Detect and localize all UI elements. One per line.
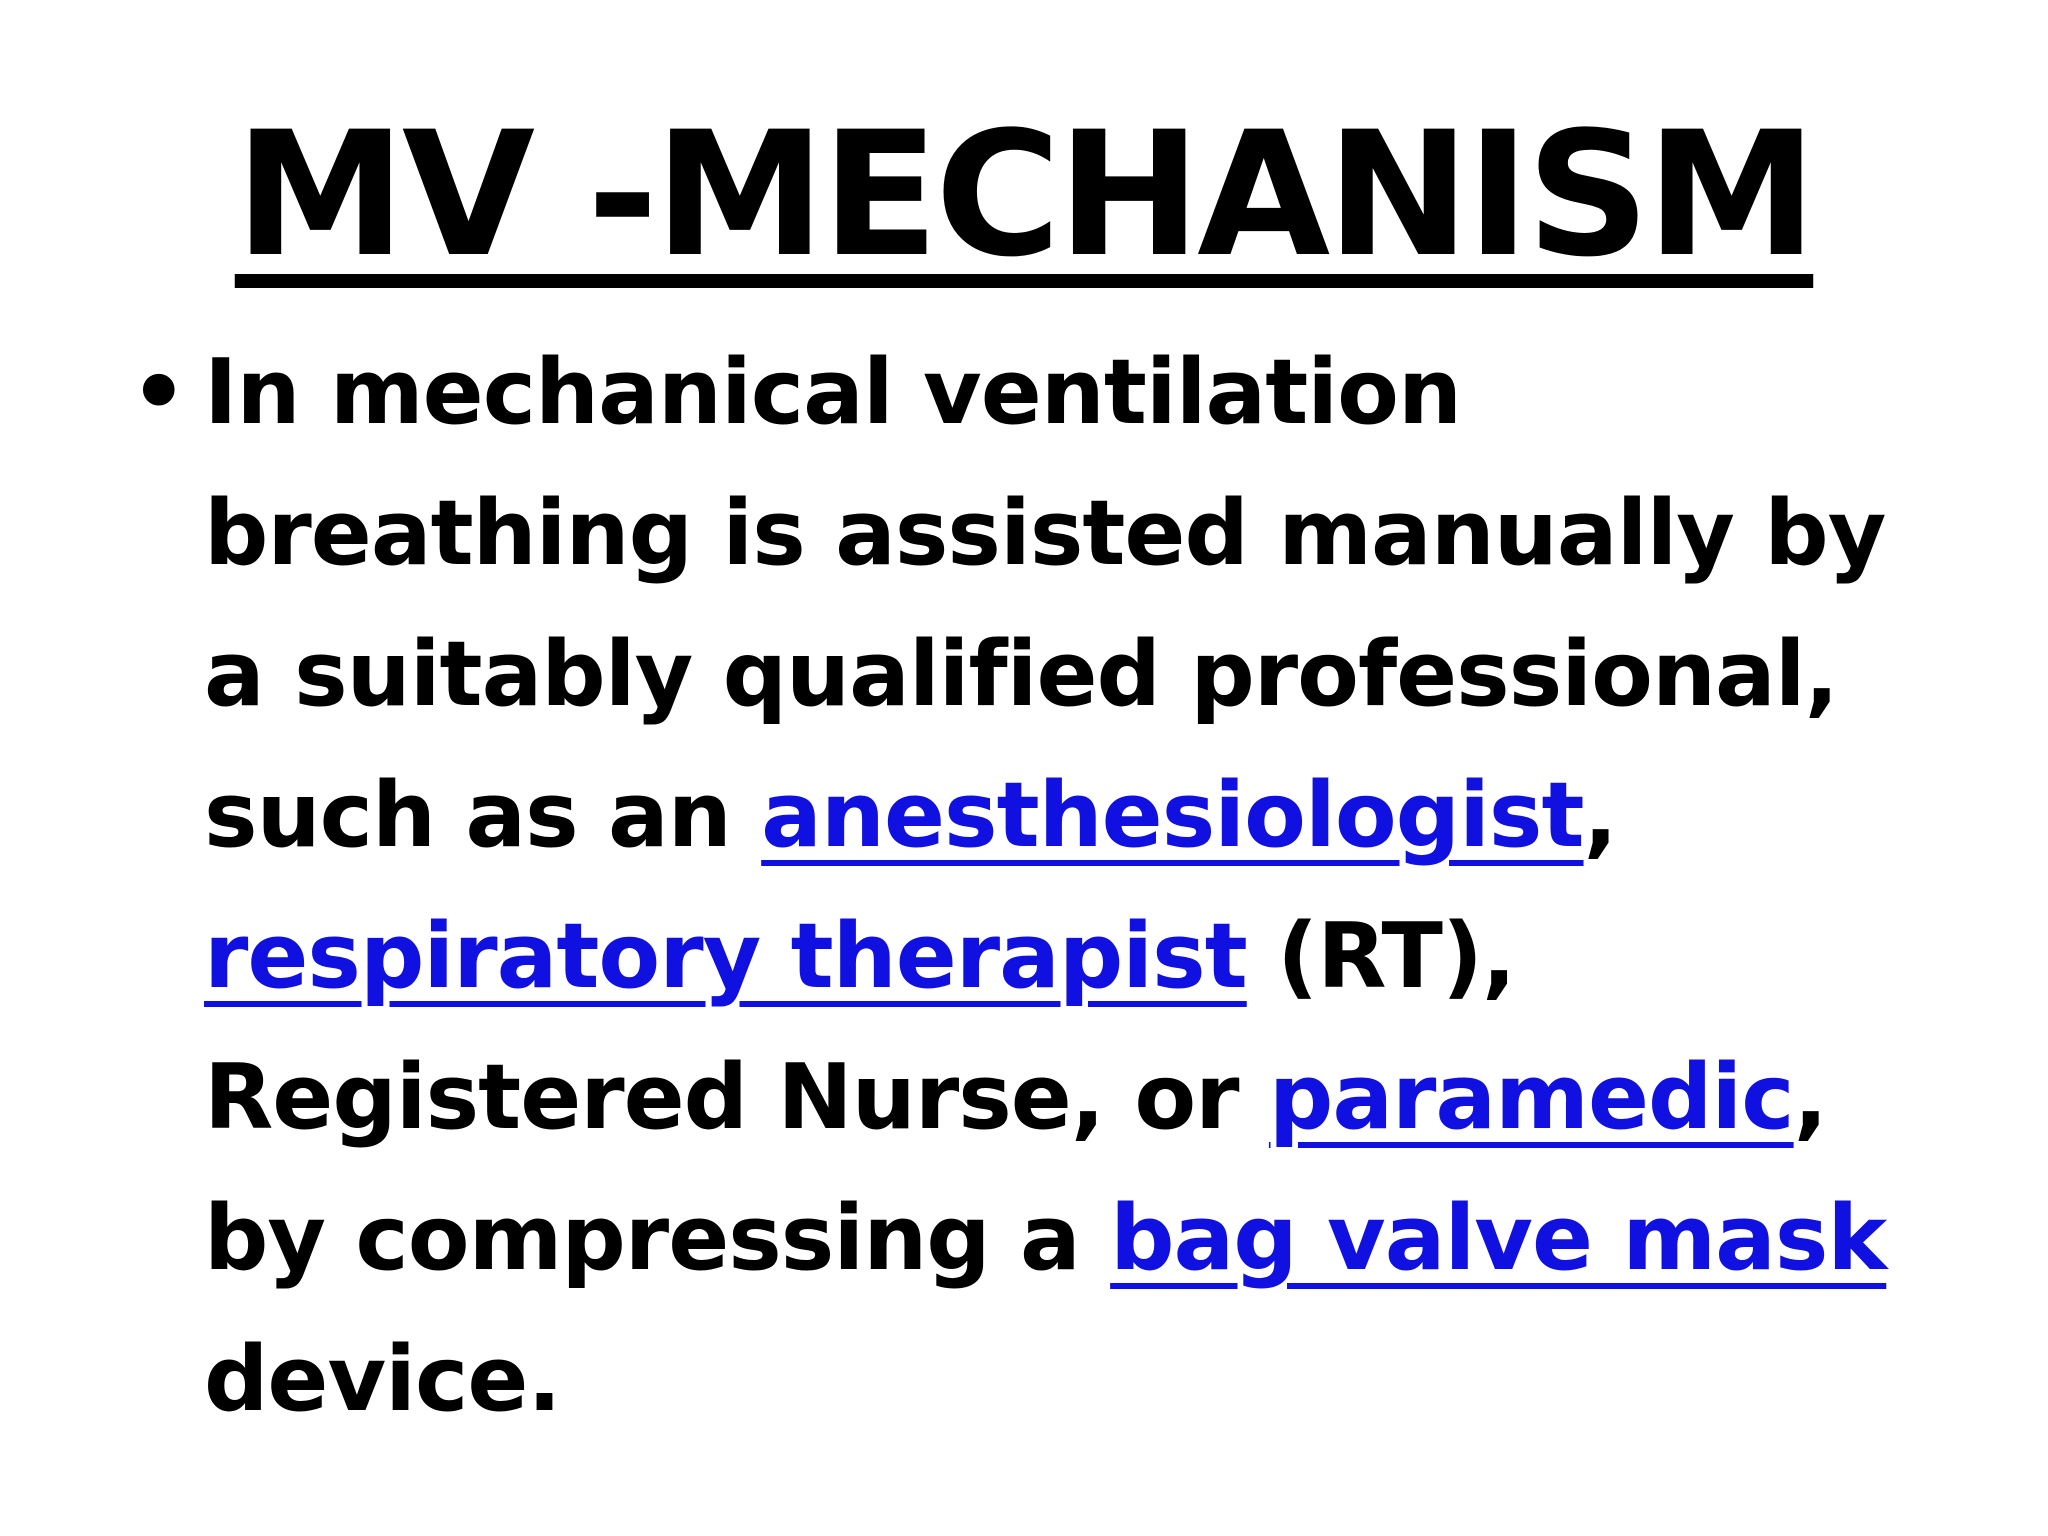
link-paramedic[interactable]: paramedic <box>1268 1045 1794 1150</box>
slide-title-text: MV -MECHANISM <box>234 94 1814 295</box>
slide-title <box>0 95 2048 295</box>
bullet-dot: • <box>130 340 187 445</box>
link-anesthesiologist[interactable]: anesthesiologist <box>761 763 1584 868</box>
bullet-text-part-2: , <box>1583 763 1617 868</box>
bullet-text-part-4: , by compressing a <box>204 1045 1827 1291</box>
link-respiratory-therapist[interactable]: respiratory therapist <box>204 904 1247 1009</box>
bullet-list <box>116 322 1966 1450</box>
bullet-text-part-5: device. <box>204 1327 561 1432</box>
bullet-text-part-3: (RT), Registered Nurse, or <box>204 904 1516 1150</box>
link-bag-valve-mask[interactable]: bag valve mask <box>1110 1186 1887 1291</box>
bullet-text-part-1: In mechanical ventilation breathing is assisted manually by a suitably qualified professional, such as an <box>204 340 1886 868</box>
bullet-item <box>116 322 1966 1450</box>
